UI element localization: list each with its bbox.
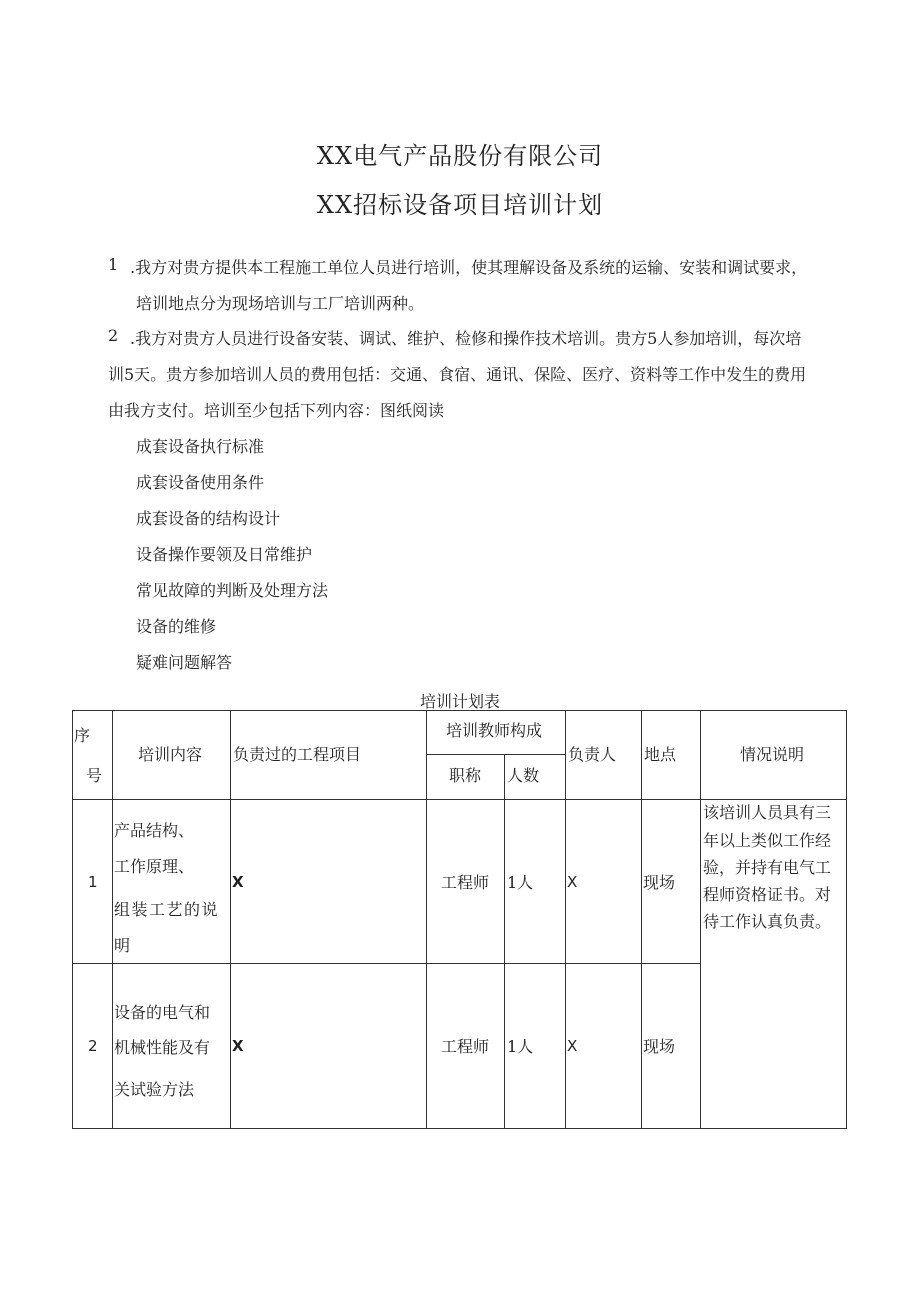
row-2-count: 1人 bbox=[507, 1037, 534, 1056]
header-projects: 负责过的工程项目 bbox=[233, 745, 362, 764]
header-teacher-group: 培训教师构成 bbox=[446, 721, 543, 740]
row-1-projects: X bbox=[232, 873, 244, 891]
row-2-location: 现场 bbox=[643, 1037, 676, 1056]
row-2-content-line: 设备的电气和 bbox=[114, 1003, 211, 1022]
header-notes: 情况说明 bbox=[740, 745, 805, 764]
row-2-title: 工程师 bbox=[441, 1037, 490, 1056]
paragraph-1-line-2: 培训地点分为现场培训与工厂培训两种。 bbox=[136, 294, 425, 313]
row-1-content-line: 组装工艺的说 bbox=[114, 900, 220, 919]
header-content: 培训内容 bbox=[138, 745, 203, 764]
header-location: 地点 bbox=[644, 745, 677, 764]
row-2-seq: 2 bbox=[88, 1037, 98, 1055]
row-2-content-line: 机械性能及有 bbox=[114, 1038, 211, 1057]
company-title: XX电气产品股份有限公司 bbox=[316, 142, 604, 170]
row-1-location: 现场 bbox=[643, 873, 676, 892]
row-1-owner: X bbox=[567, 873, 578, 891]
training-item: 设备操作要领及日常维护 bbox=[136, 545, 313, 564]
row-1-title: 工程师 bbox=[441, 873, 490, 892]
notes-line: 年以上类似工作经 bbox=[703, 831, 832, 850]
training-item: 常见故障的判断及处理方法 bbox=[136, 581, 329, 600]
row-1-content-line: 明 bbox=[114, 936, 131, 955]
header-title: 职称 bbox=[449, 766, 482, 785]
row-1-content-line: 工作原理、 bbox=[114, 857, 195, 876]
paragraph-2-line-2: 训5天。贵方参加培训人员的费用包括：交通、食宿、通讯、保险、医疗、资料等工作中发生的费用 bbox=[108, 365, 807, 384]
header-seq-bottom: 号 bbox=[86, 766, 103, 785]
header-count: 人数 bbox=[507, 766, 540, 785]
table-caption: 培训计划表 bbox=[419, 692, 500, 711]
notes-line: 验，并持有电气工 bbox=[703, 858, 832, 877]
training-item: 成套设备执行标准 bbox=[136, 437, 265, 456]
notes-line: 待工作认真负责。 bbox=[703, 912, 832, 931]
row-1-count: 1人 bbox=[507, 873, 534, 892]
row-2-content-line: 关试验方法 bbox=[114, 1080, 195, 1099]
row-2-projects: X bbox=[232, 1037, 244, 1055]
header-seq-top: 序 bbox=[74, 726, 91, 745]
paragraph-1-line-1: .我方对贵方提供本工程施工单位人员进行培训，使其理解设备及系统的运输、安装和调试要求， bbox=[130, 258, 808, 277]
training-item: 疑难问题解答 bbox=[136, 653, 233, 672]
notes-line: 该培训人员具有三 bbox=[703, 803, 832, 822]
paragraph-2-number: 2 bbox=[108, 326, 119, 345]
header-owner: 负责人 bbox=[568, 745, 617, 764]
row-1-content-line: 产品结构、 bbox=[114, 821, 195, 840]
plan-title: XX招标设备项目培训计划 bbox=[316, 191, 604, 219]
paragraph-2-line-1: .我方对贵方人员进行设备安装、调试、维护、检修和操作技术培训。贵方5人参加培训，每次培 bbox=[130, 329, 802, 348]
training-item: 设备的维修 bbox=[136, 617, 217, 636]
paragraph-1-number: 1 bbox=[108, 255, 119, 274]
training-item: 成套设备使用条件 bbox=[136, 473, 265, 492]
row-1-seq: 1 bbox=[88, 873, 98, 891]
paragraph-2-line-3: 由我方支付。培训至少包括下列内容：图纸阅读 bbox=[108, 401, 445, 420]
training-item: 成套设备的结构设计 bbox=[136, 509, 281, 528]
notes-line: 程师资格证书。对 bbox=[703, 885, 832, 904]
row-2-owner: X bbox=[567, 1037, 578, 1055]
